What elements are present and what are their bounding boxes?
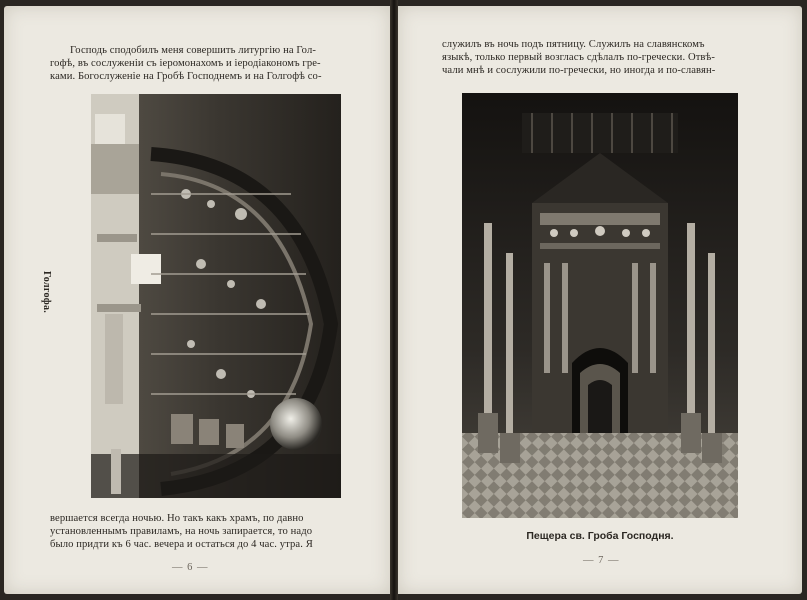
text-line: гофѣ, въ сослуженіи съ іеромонахомъ и іеродіакономъ гре- [50, 58, 321, 70]
right-page [398, 6, 802, 594]
holy-sepulchre-photo [462, 93, 738, 518]
right-page-top-text [442, 38, 754, 78]
page-number: — 6 — [172, 562, 209, 573]
text-line: вершается всегда ночью. Но такъ какъ храмъ, по давно [50, 513, 304, 524]
text-line: языкѣ, только первый возгласъ сдѣлалъ по-гречески. Отвѣ- [442, 52, 716, 64]
page-number: — 7 — [583, 555, 620, 566]
text-line: служилъ въ ночь подъ пятницу. Служилъ на славянскомъ [442, 39, 705, 50]
book-gutter [390, 0, 398, 600]
left-page-top-text [50, 44, 356, 84]
text-line: было придти къ 6 час. вечера и остаться до 4 час. утра. Я [50, 539, 313, 551]
holy-sepulchre-photo-caption: Пещера св. Гроба Господня. [526, 530, 674, 542]
golgotha-photo [91, 94, 341, 498]
text-line: ками. Богослуженіе на Гробѣ Господнемъ и на Голгофѣ со- [50, 71, 322, 83]
text-line: установленнымъ правиламъ, на ночь запирается, то надо [50, 526, 313, 538]
left-page-bottom-text [50, 512, 356, 552]
left-page [4, 6, 390, 594]
text-line: Господь сподобилъ меня совершить литургію на Гол- [70, 45, 316, 56]
text-line: чали мнѣ и сослужили по-гречески, но иногда и по-славян- [442, 65, 716, 77]
golgotha-photo-caption: Голгофа. [41, 271, 52, 314]
